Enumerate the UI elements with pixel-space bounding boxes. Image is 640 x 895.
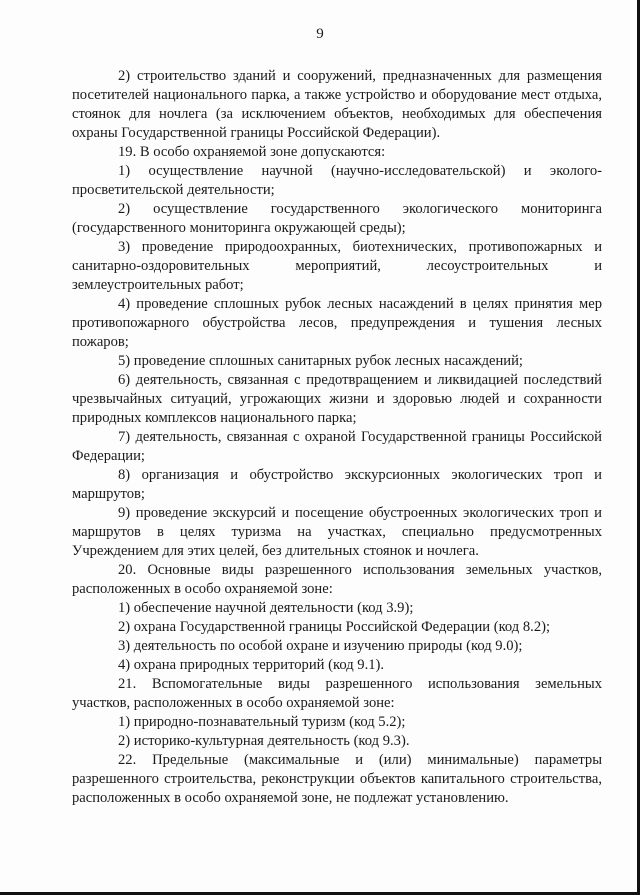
paragraph-20-item-2: 2) охрана Государственной границы Российской Федерации (код 8.2); [118, 619, 551, 635]
paragraph-20-item-4: 4) охрана природных территорий (код 9.1). [118, 657, 385, 673]
paragraph-19-item-8: 8) организация и обустройство экскурсионных экологических троп и маршрутов; [72, 467, 602, 502]
paragraph-19-item-2: 2) осуществление государственного экологического мониторинга (государственного мониторинга окружающей среды); [72, 201, 602, 236]
page-number: 9 [316, 26, 324, 42]
paragraph-19-item-1: 1) осуществление научной (научно-исследовательской) и эколого-просветительской деятельности; [72, 163, 602, 198]
paragraph-21-heading: 21. Вспомогательные виды разрешенного использования земельных участков, расположенных в особо охраняемой зоне: [72, 676, 602, 711]
document-body [72, 67, 602, 808]
paragraph-19-heading: 19. В особо охраняемой зоне допускаются: [118, 144, 386, 160]
paragraph-20-item-3: 3) деятельность по особой охране и изучению природы (код 9.0); [118, 638, 523, 654]
paragraph-20-heading: 20. Основные виды разрешенного использования земельных участков, расположенных в особо охраняемой зоне: [72, 562, 602, 597]
paragraph-19-item-9: 9) проведение экскурсий и посещение обустроенных экологических троп и маршрутов в целях туризма на участках, специально предусмотренных Учреждением для этих целей, без длительных стоянок и ночлега. [72, 505, 602, 559]
paragraph-20-item-1: 1) обеспечение научной деятельности (код 3.9); [118, 600, 414, 616]
paragraph-19-item-6: 6) деятельность, связанная с предотвращением и ликвидацией последствий чрезвычайных ситуаций, угрожающих жизни и здоровью людей и сохранности природных комплексов национального парка; [72, 372, 602, 426]
paragraph-21-item-2: 2) историко-культурная деятельность (код 9.3). [118, 733, 410, 749]
paragraph-construction: 2) строительство зданий и сооружений, предназначенных для размещения посетителей национального парка, а также устройство и оборудование мест отдыха, стоянок для ночлега (за исключением объектов, необходимых для обеспечения охраны Государственной границы Российской Федерации). [72, 68, 602, 141]
paragraph-19-item-3: 3) проведение природоохранных, биотехнических, противопожарных и санитарно-оздоровительных мероприятий, лесоустроительных и землеустроительных работ; [72, 239, 602, 293]
paragraph-19-item-4: 4) проведение сплошных рубок лесных насаждений в целях принятия мер противопожарного обустройства лесов, предупреждения и тушения лесных пожаров; [72, 296, 602, 350]
paragraph-19-item-7: 7) деятельность, связанная с охраной Государственной границы Российской Федерации; [72, 429, 602, 464]
paragraph-22: 22. Предельные (максимальные и (или) минимальные) параметры разрешенного строительства, реконструкции объектов капитального строительства, расположенных в особо охраняемой зоне, не подлежат установлению. [72, 752, 602, 806]
paragraph-19-item-5: 5) проведение сплошных санитарных рубок лесных насаждений; [118, 353, 523, 369]
paragraph-21-item-1: 1) природно-познавательный туризм (код 5.2); [118, 714, 406, 730]
